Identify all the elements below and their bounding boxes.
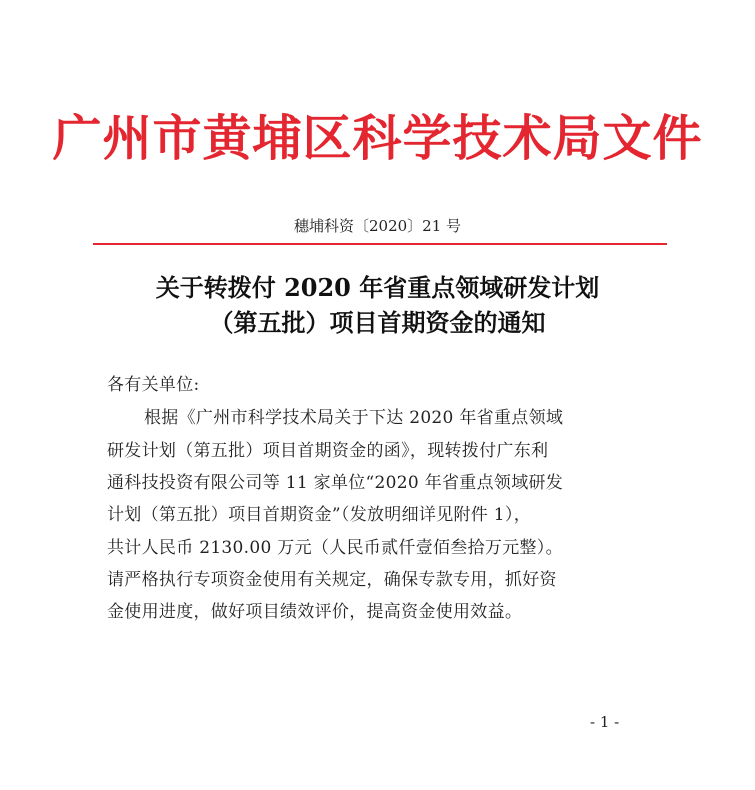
- red-divider-line: [93, 243, 667, 245]
- salutation: 各有关单位:: [107, 375, 200, 395]
- issuer-title: 广州市黄埔区科学技术局文件: [52, 109, 703, 167]
- notice-title-line-1: 关于转拨付 2020 年省重点领域研发计划: [155, 273, 600, 302]
- paragraph-line-4: 计划（第五批）项目首期资金”（发放明细详见附件 1），: [107, 505, 532, 525]
- paragraph-line-2: 研发计划（第五批）项目首期资金的函》，现转拨付广东利: [107, 441, 549, 461]
- paragraph-line-5: 共计人民币 2130.00 万元（人民币贰仟壹佰叁拾万元整）。: [107, 538, 563, 558]
- paragraph-line-7: 金使用进度，做好项目绩效评价，提高资金使用效益。: [107, 602, 523, 622]
- notice-title-line-2: （第五批）项目首期资金的通知: [209, 308, 546, 337]
- paragraph-line-6: 请严格执行专项资金使用有关规定，确保专款专用，抓好资: [107, 570, 557, 590]
- page-number: - 1 -: [590, 713, 620, 731]
- paragraph-line-1: 根据《广州市科学技术局关于下达 2020 年省重点领域: [144, 408, 564, 428]
- document-number: 穗埔科资〔2020〕21 号: [293, 217, 462, 235]
- paragraph-line-3: 通科技投资有限公司等 11 家单位“2020 年省重点领域研发: [107, 473, 564, 493]
